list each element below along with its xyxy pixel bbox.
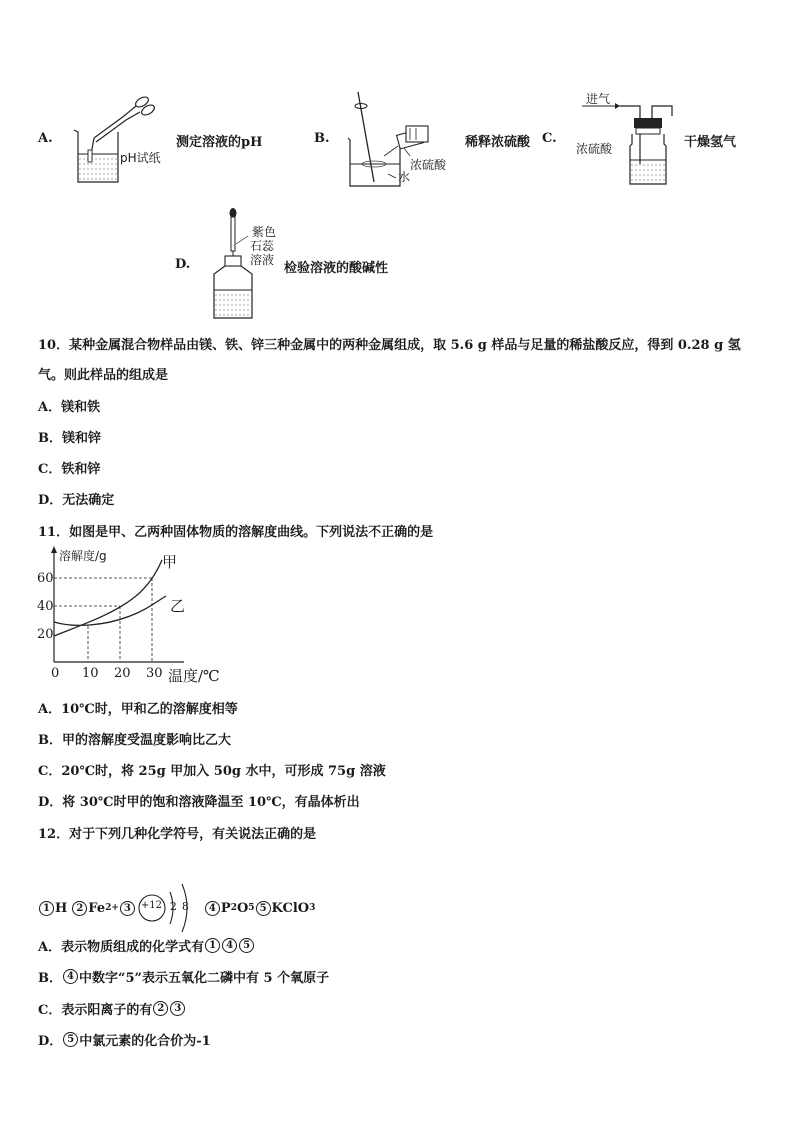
xtick-20: 20 bbox=[114, 666, 131, 681]
shell-2-count: 8 bbox=[181, 900, 189, 913]
circled-1: 1 bbox=[39, 901, 54, 916]
inlet-label: 进气 bbox=[586, 92, 611, 106]
q9-b-letter: B. bbox=[314, 131, 330, 146]
symbol-fe: Fe bbox=[88, 900, 106, 916]
circled-5: 5 bbox=[256, 901, 271, 916]
q9-a-letter: A. bbox=[38, 131, 53, 146]
q12-a-c1: 1 bbox=[205, 938, 220, 953]
p-subscript: 2 bbox=[230, 903, 237, 913]
q11-stem: 11．如图是甲、乙两种固体物质的溶解度曲线。下列说法不正确的是 bbox=[38, 525, 434, 540]
water-label: 水 bbox=[398, 170, 411, 184]
circled-2: 2 bbox=[72, 901, 87, 916]
litmus-l3: 溶液 bbox=[250, 253, 275, 267]
q11-option-a: A．10℃时，甲和乙的溶解度相等 bbox=[38, 702, 238, 717]
xtick-0: 0 bbox=[51, 666, 60, 681]
ytick-40: 40 bbox=[37, 599, 54, 614]
q10-option-b: B．镁和锌 bbox=[38, 431, 101, 446]
xtick-10: 10 bbox=[82, 666, 99, 681]
litmus-l1: 紫色 bbox=[252, 225, 277, 239]
q12-stem: 12．对于下列几种化学符号，有关说法正确的是 bbox=[38, 827, 317, 842]
q12-d-text: 中氯元素的化合价为-1 bbox=[79, 1034, 211, 1049]
ph-paper-label: pH试纸 bbox=[120, 151, 161, 165]
q10-option-a: A．镁和铁 bbox=[38, 400, 101, 415]
shell-1-count: 2 bbox=[169, 900, 177, 913]
q10-option-c: C．铁和锌 bbox=[38, 462, 101, 477]
ph-test-figure bbox=[66, 92, 176, 187]
chemical-symbols-row bbox=[38, 878, 315, 938]
q12-a-c3: 5 bbox=[239, 938, 254, 953]
q12-a-text: A．表示物质组成的化学式有 bbox=[38, 940, 205, 955]
o-subscript: 5 bbox=[248, 903, 255, 913]
conc-acid-label-c: 浓硫酸 bbox=[576, 142, 613, 156]
q10-stem-line1: 10．某种金属混合物样品由镁、铁、锌三种金属中的两种金属组成，取 5.6 g 样品与足量的稀盐酸反应，得到 0.28 g 氢 bbox=[38, 338, 741, 353]
q12-a-c2: 4 bbox=[222, 938, 237, 953]
q9-b-label: 稀释浓硫酸 bbox=[465, 135, 531, 150]
q11-option-b: B．甲的溶解度受温度影响比乙大 bbox=[38, 733, 231, 748]
symbol-o: O bbox=[236, 900, 249, 916]
circled-3: 3 bbox=[120, 901, 135, 916]
q10-option-d: D．无法确定 bbox=[38, 493, 115, 508]
q9-a-label: 测定溶液的pH bbox=[176, 135, 263, 150]
q12-c-text: C．表示阳离子的有 bbox=[38, 1003, 153, 1018]
series-yi-label: 乙 bbox=[170, 597, 186, 615]
atom-structure-diagram bbox=[136, 878, 204, 938]
symbol-kclo: KClO bbox=[271, 900, 310, 916]
series-jia-label: 甲 bbox=[162, 553, 178, 571]
fe-charge: 2+ bbox=[105, 903, 119, 913]
q12-b-c: 4 bbox=[63, 969, 78, 984]
symbol-p: P bbox=[220, 900, 231, 916]
q9-c-letter: C. bbox=[542, 131, 557, 146]
q11-option-d: D．将 30℃时甲的饱和溶液降温至 10℃，有晶体析出 bbox=[38, 795, 360, 810]
q12-b-text: 中数字“5”表示五氧化二磷中有 5 个氧原子 bbox=[79, 971, 330, 986]
chart-xlabel: 温度/℃ bbox=[168, 667, 220, 685]
q12-option-d bbox=[38, 1030, 211, 1049]
chart-ylabel: 溶解度/g bbox=[59, 549, 107, 563]
ytick-60: 60 bbox=[37, 571, 54, 586]
q9-d-label: 检验溶液的酸碱性 bbox=[284, 261, 389, 276]
q12-option-c bbox=[38, 999, 186, 1018]
q12-b-prefix: B． bbox=[38, 971, 62, 986]
litmus-l2: 石蕊 bbox=[250, 239, 275, 253]
q12-option-b bbox=[38, 967, 329, 986]
q9-d-letter: D. bbox=[175, 257, 191, 272]
q10-stem-line2: 气。则此样品的组成是 bbox=[38, 368, 169, 383]
q11-option-c: C．20℃时，将 25g 甲加入 50g 水中，可形成 75g 溶液 bbox=[38, 764, 386, 779]
kclo-subscript: 3 bbox=[309, 903, 316, 913]
symbol-h: H bbox=[55, 900, 68, 916]
xtick-30: 30 bbox=[146, 666, 163, 681]
q9-c-label: 干燥氢气 bbox=[684, 135, 737, 150]
q12-d-c: 5 bbox=[63, 1032, 78, 1047]
q12-c-c2: 3 bbox=[170, 1001, 185, 1016]
circled-4: 4 bbox=[205, 901, 220, 916]
q12-option-a bbox=[38, 936, 255, 955]
ytick-20: 20 bbox=[37, 627, 54, 642]
conc-acid-label-b: 浓硫酸 bbox=[410, 158, 447, 172]
nucleus-charge: +12 bbox=[140, 900, 163, 911]
q12-c-c1: 2 bbox=[153, 1001, 168, 1016]
q12-d-prefix: D． bbox=[38, 1034, 63, 1049]
